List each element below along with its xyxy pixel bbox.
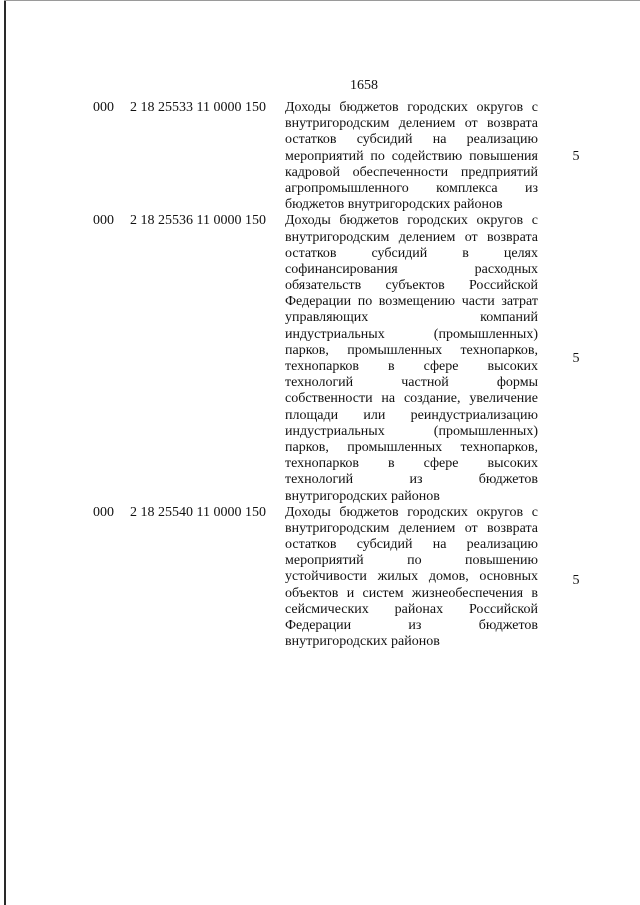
- description-line: остатков субсидий на реализацию: [285, 132, 538, 148]
- description-line: устойчивости жилых домов, основных: [285, 569, 538, 585]
- description-line: мероприятий по содействию повышения: [285, 148, 538, 164]
- description-line: Доходы бюджетов городских округов с: [285, 100, 538, 115]
- description-cell: [285, 100, 538, 213]
- description-line: бюджетов внутригородских районов: [285, 197, 503, 213]
- description-line: внутригородским делением от возврата: [285, 229, 538, 245]
- description-line: обязательств субъектов Российской: [285, 278, 538, 294]
- table-row: [0, 213, 640, 504]
- description-line: парков, промышленных технопарков,: [285, 342, 538, 358]
- description-line: объектов и систем жизнеобеспечения в: [285, 585, 538, 601]
- description-line: технологий частной формы: [285, 375, 538, 391]
- description-line: площади или реиндустриализацию: [285, 407, 538, 423]
- description-line: внутригородским делением от возврата: [285, 116, 538, 132]
- admin-code-cell: 000: [93, 504, 114, 520]
- description-line: управляющих компаний: [285, 310, 538, 326]
- description-line: индустриальных (промышленных): [285, 326, 538, 342]
- description-line: технологий из бюджетов: [285, 472, 538, 488]
- table-row: [0, 505, 640, 651]
- description-line: внутригородских районов: [285, 634, 440, 650]
- description-line: Доходы бюджетов городских округов с: [285, 504, 538, 520]
- description-line: софинансирования расходных: [285, 261, 538, 277]
- value-cell: 5: [572, 351, 580, 367]
- page-number: 1658: [350, 78, 378, 93]
- scan-border-top: [4, 0, 640, 1]
- description-line: парков, промышленных технопарков,: [285, 439, 538, 455]
- value-cell: 5: [572, 572, 580, 588]
- description-line: технопарков в сфере высоких: [285, 359, 538, 374]
- description-line: остатков субсидий на реализацию: [285, 537, 538, 553]
- description-line: индустриальных (промышленных): [285, 423, 538, 439]
- kbk-code-cell: 2 18 25536 11 0000 150: [130, 213, 266, 229]
- admin-code-cell: 000: [93, 100, 114, 115]
- kbk-code-cell: 2 18 25533 11 0000 150: [130, 100, 266, 115]
- budget-codes-table: [0, 100, 640, 650]
- description-cell: [285, 505, 538, 651]
- admin-code-cell: 000: [93, 213, 114, 229]
- description-line: собственности на создание, увеличение: [285, 391, 538, 407]
- description-line: Федерации по возмещению части затрат: [285, 294, 538, 310]
- description-cell: [285, 213, 538, 504]
- kbk-code-cell: 2 18 25540 11 0000 150: [130, 504, 266, 520]
- description-line: Доходы бюджетов городских округов с: [285, 213, 538, 229]
- description-line: внутригородских районов: [285, 488, 440, 504]
- description-line: Федерации из бюджетов: [285, 618, 538, 633]
- value-cell: 5: [572, 149, 580, 164]
- description-line: внутригородским делением от возврата: [285, 520, 538, 536]
- description-line: агропромышленного комплекса из: [285, 180, 538, 196]
- description-line: сейсмических районах Российской: [285, 601, 538, 617]
- table-row: [0, 100, 640, 213]
- description-line: мероприятий по повышению: [285, 553, 538, 569]
- description-line: остатков субсидий в целях: [285, 245, 538, 261]
- description-line: технопарков в сфере высоких: [285, 456, 538, 472]
- description-line: кадровой обеспеченности предприятий: [285, 164, 538, 180]
